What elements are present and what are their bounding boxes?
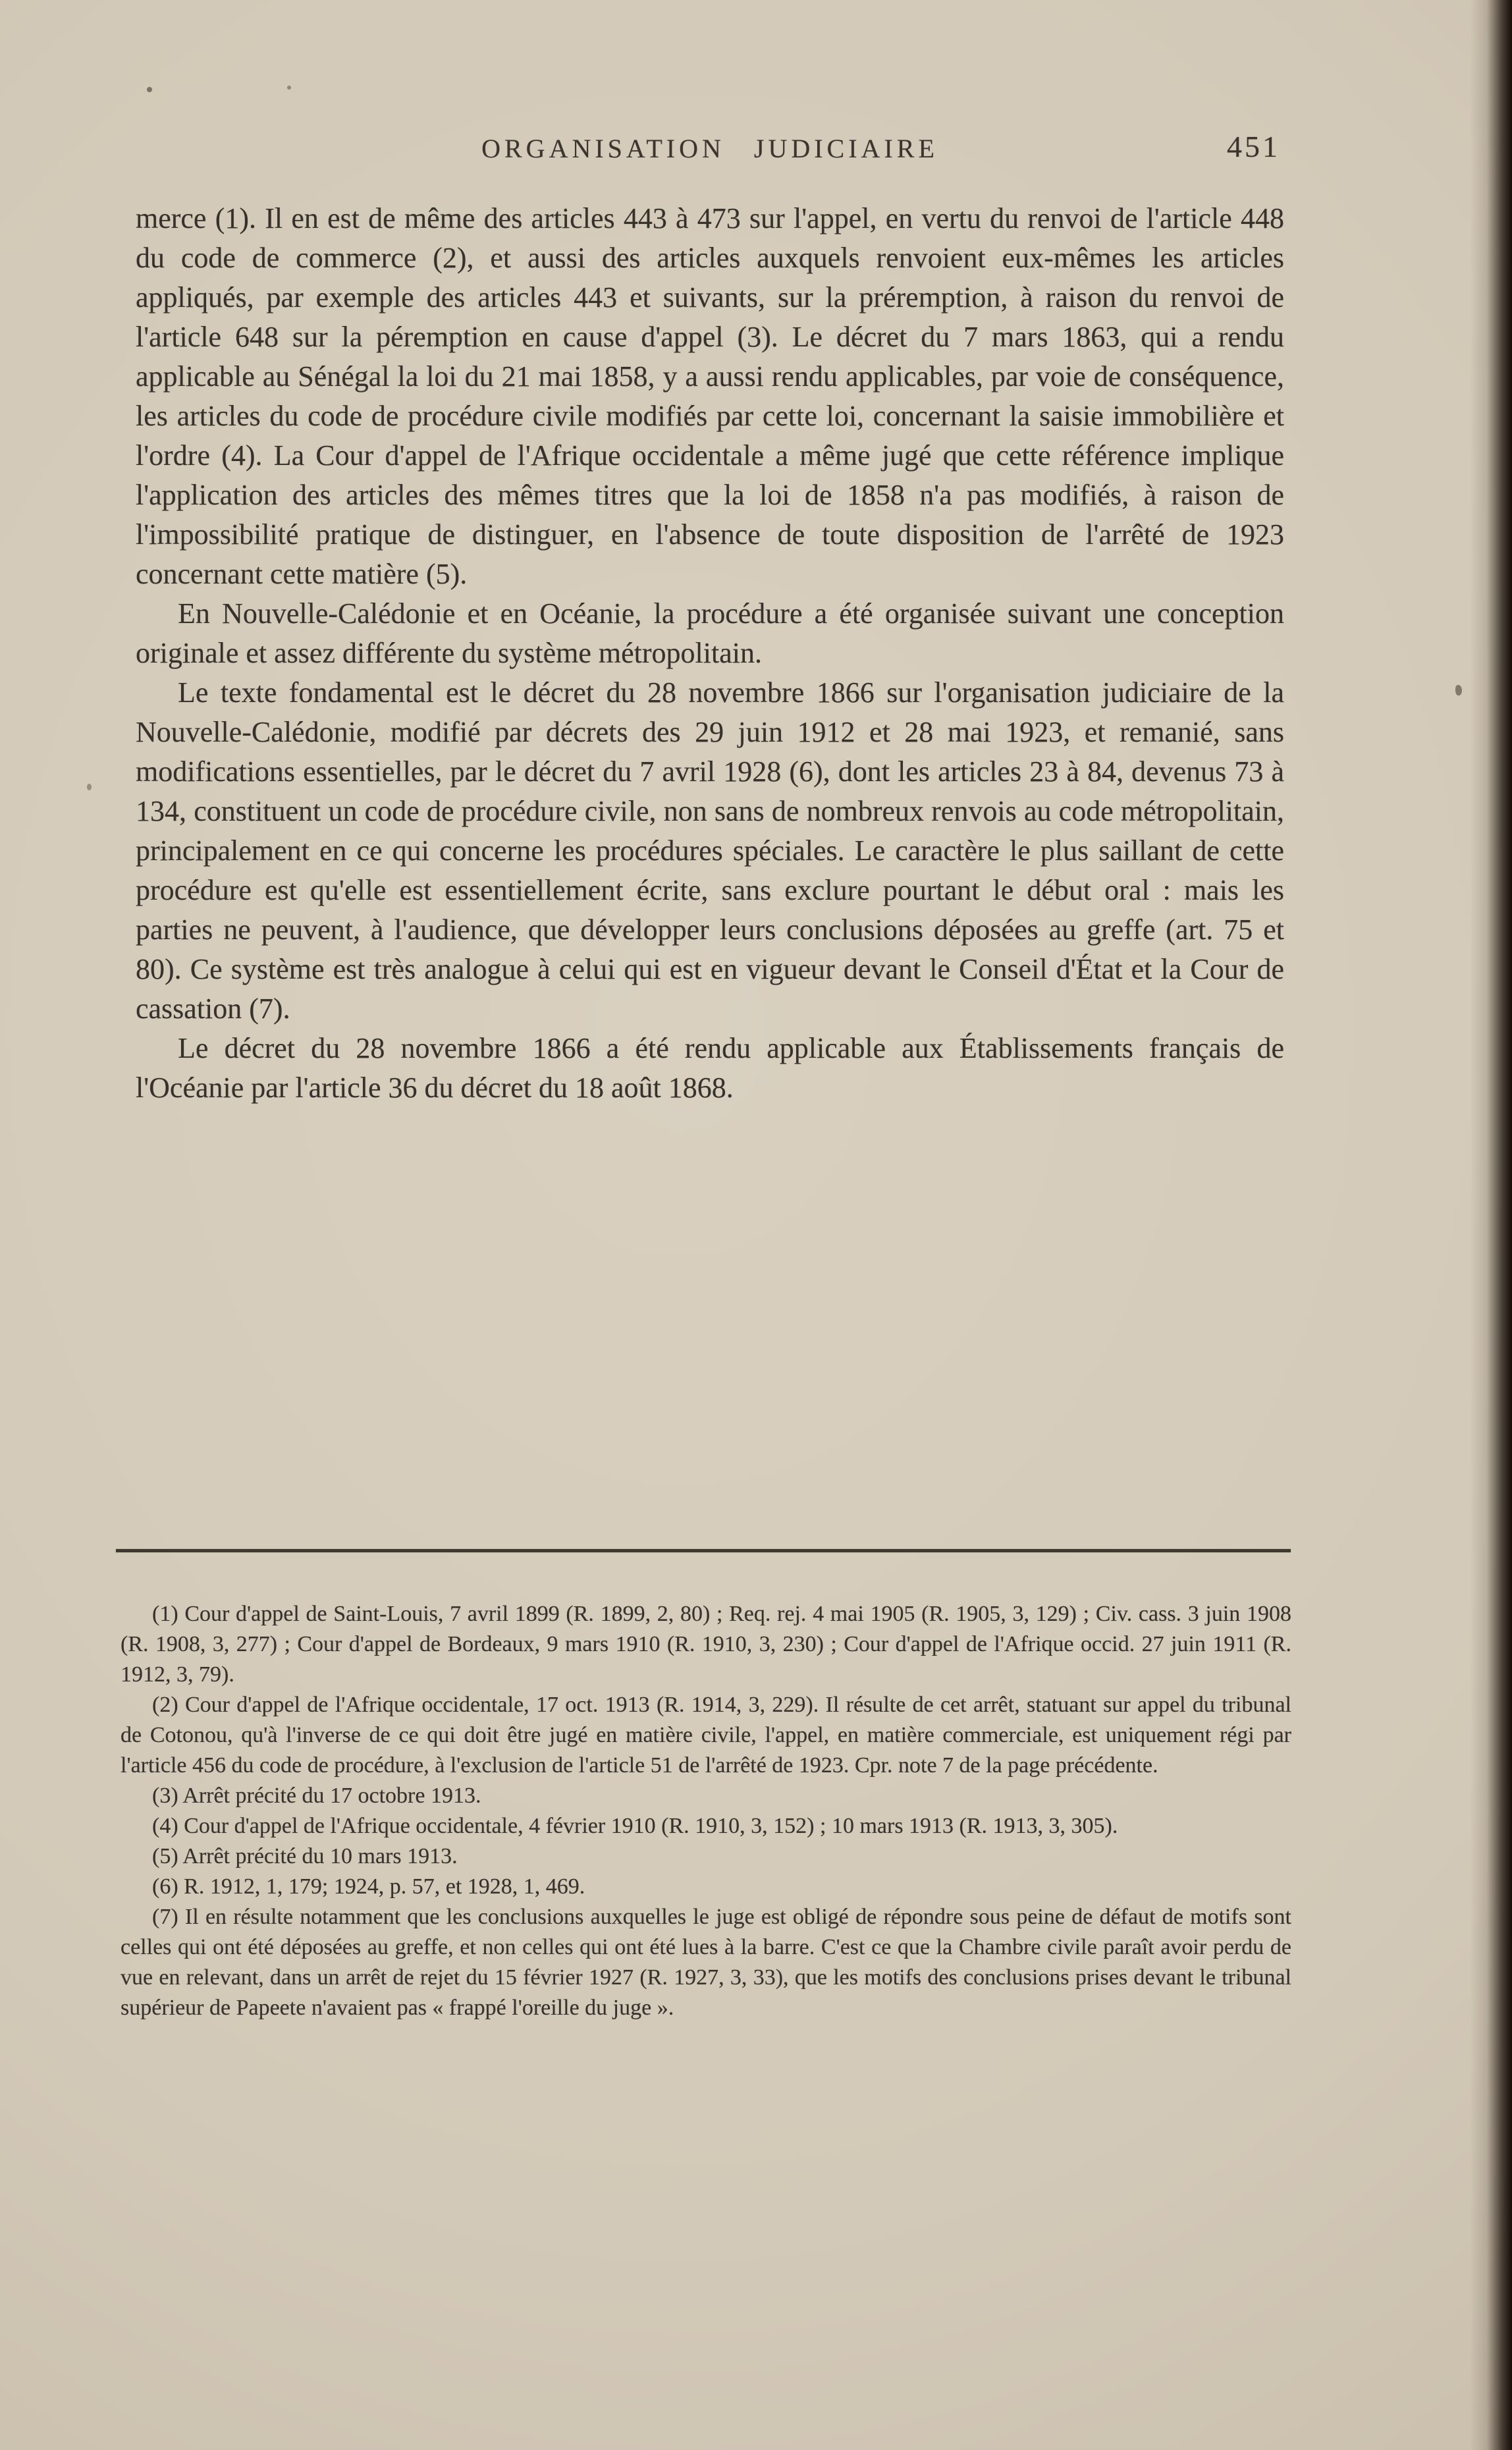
page-number: 451 [1227,130,1280,163]
paragraph: Le décret du 28 novembre 1866 a été rendu applicable aux Établissements français de l'Océanie par l'article 36 du décret du 18 août 1868. [136,1032,1284,1104]
paper-speck [287,86,291,90]
footnote-separator-rule [116,1549,1291,1552]
footnote: (4) Cour d'appel de l'Afrique occidentale, 4 février 1910 (R. 1910, 3, 152) ; 10 mars 1913 (R. 1913, 3, 305). [152,1814,1118,1838]
footnote: (7) Il en résulte notamment que les conclusions auxquelles le juge est obligé de répondre sous peine de défaut de motifs sont celles qui ont été déposées au greffe, et non celles qui ont été lues à la barre. C'est ce que la Chambre civile paraît avoir perdu de vue en relevant, dans un arrêt de rejet du 15 février 1927 (R. 1927, 3, 33), que les motifs des conclusions prises devant le tribunal supérieur de Papeete n'avaient pas « frappé l'oreille du juge ». [121,1905,1291,2020]
paragraph: Le texte fondamental est le décret du 28 novembre 1866 sur l'organisation judiciaire de la Nouvelle-Calédonie, modifié par décrets des 29 juin 1912 et 28 mai 1923, et remanié, sans modifications essentielles, par le décret du 7 avril 1928 (6), dont les articles 23 à 84, devenus 73 à 134, constituent un code de procédure civile, non sans de nombreux renvois au code métropolitain, principalement en ce qui concerne les procédures spéciales. Le caractère le plus saillant de cette procédure est qu'elle est essentiellement écrite, sans exclure pourtant le début oral : mais les parties ne peuvent, à l'audience, que développer leurs conclusions déposées au greffe (art. 75 et 80). Ce système est très analogue à celui qui est en vigueur devant le Conseil d'État et la Cour de cassation (7). [136,676,1284,1025]
footnote: (5) Arrêt précité du 10 mars 1913. [152,1844,458,1868]
footnote: (1) Cour d'appel de Saint-Louis, 7 avril 1899 (R. 1899, 2, 80) ; Req. rej. 4 mai 1905 (R. 1905, 3, 129) ; Civ. cass. 3 juin 1908 (R. 1908, 3, 277) ; Cour d'appel de Bordeaux, 9 mars 1910 (R. 1910, 3, 230) ; Cour d'appel de l'Afrique occid. 27 juin 1911 (R. 1912, 3, 79). [121,1602,1291,1687]
body-text [136,199,1284,1108]
paper-speck [147,87,152,92]
paper-speck [1455,685,1462,695]
footnote: (6) R. 1912, 1, 179; 1924, p. 57, et 1928, 1, 469. [152,1874,585,1899]
paragraph: En Nouvelle-Calédonie et en Océanie, la procédure a été organisée suivant une conception originale et assez différente du système métropolitain. [136,597,1284,669]
footnotes [121,1599,1291,2023]
paper-speck [87,784,92,790]
paragraph-continuation: merce (1). Il en est de même des articles 443 à 473 sur l'appel, en vertu du renvoi de l'article 448 du code de commerce (2), et aussi des articles auxquels renvoient eux-mêmes les articles appliqués, par exemple des articles 443 et suivants, sur la préremption, à raison du renvoi de l'article 648 sur la péremption en cause d'appel (3). Le décret du 7 mars 1863, qui a rendu applicable au Sénégal la loi du 21 mai 1858, y a aussi rendu applicables, par voie de conséquence, les articles du code de procédure civile modifiés par cette loi, concernant la saisie immobilière et l'ordre (4). La Cour d'appel de l'Afrique occidentale a même jugé que cette référence implique l'application des articles des mêmes titres que la loi de 1858 n'a pas modifiés, à raison de l'impossibilité pratique de distinguer, en l'absence de toute disposition de l'arrêté de 1923 concernant cette matière (5). [136,202,1284,590]
footnote: (2) Cour d'appel de l'Afrique occidentale, 17 oct. 1913 (R. 1914, 3, 229). Il résulte de cet arrêt, statuant sur appel du tribunal de Cotonou, qu'à l'inverse de ce qui doit être jugé en matière civile, l'appel, en matière commerciale, est uniquement régi par l'article 456 du code de procédure, à l'exclusion de l'article 51 de l'arrêté de 1923. Cpr. note 7 de la page précédente. [121,1693,1291,1778]
running-title: ORGANISATION JUDICIAIRE [481,134,938,163]
page-header [136,129,1284,173]
footnote: (3) Arrêt précité du 17 octobre 1913. [152,1783,481,1808]
scan-edge-shadow [1470,0,1512,2450]
